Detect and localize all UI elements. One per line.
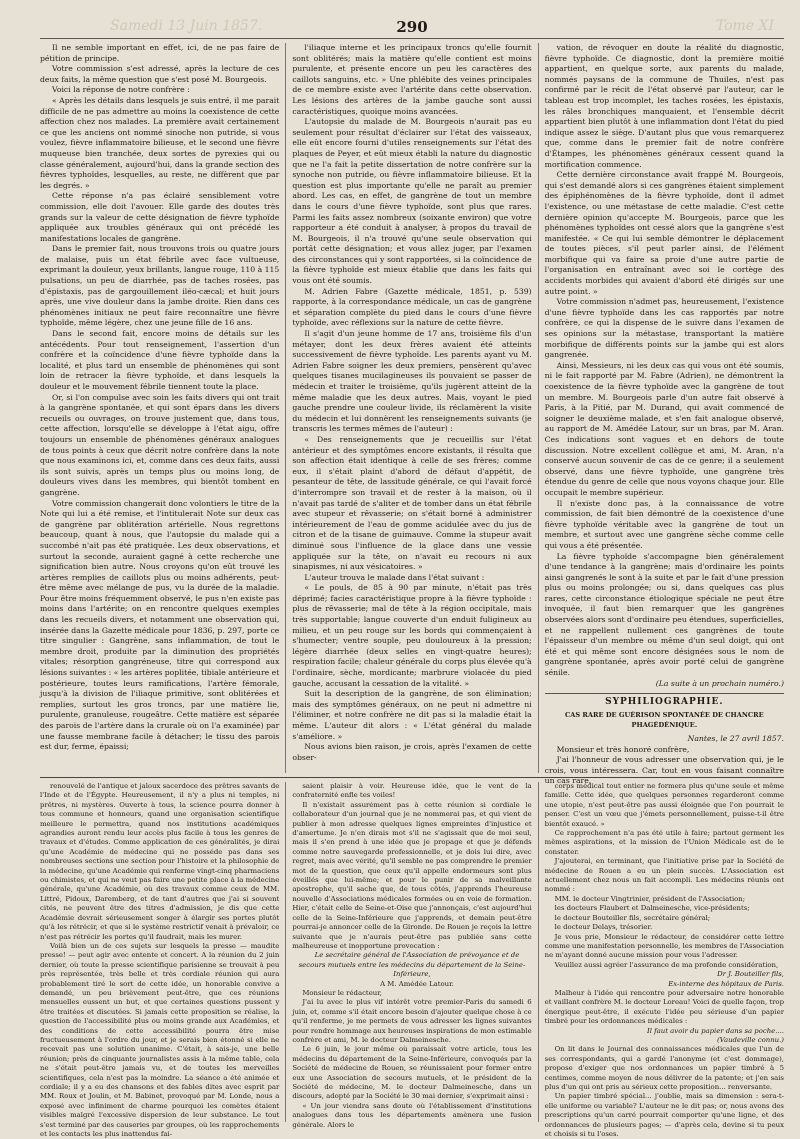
paragraph: Il n'existait assurément pas à cette réunion si cordiale le collaborateur d'un journal que je ne nommerai pas, et qui vient de publier à mon adresse quelques lignes empreintes d'injustice et d'amertume. Je n'en dirais mot s'il ne s'agissait que de moi seul, mais il s'en prend à une idée que je propage et que je défends comme notre sauvegarde professionnelle, et je dois lui dire, avec regret, mais avec vérité, qu'il semble ne pas comprendre le premier mot de la question, que ceux qu'il appelle endormeurs sont plus éveillés que lui-même; et pour le punir de sa malveillante apostrophe, qu'il sache que, de tous côtés, j'apprends l'heureuse nouvelle d'Associations médicales formées ou en voie de formation. Hier, c'était celle de Seine-et-Oise que j'annonçais, c'est aujourd'hui celle de la Seine-Inférieure que j'apprends, et demain peut-être pourrai-je annoncer celle de la Gironde. De Rouen je reçois la lettre suivante que je n'aurais peut-être pas publiée sans cette malheureuse et inopportune provocation : <box>292 800 532 950</box>
column-rule <box>285 782 286 1122</box>
paragraph: La fièvre typhoïde s'accompagne bien généralement d'une tendance à la gangrène; mais d'ordinaire les points ainsi gangrenés le sont à la suite et par le fait d'une pression plus ou moins prolongée; ou si, dans quelques cas plus rares, cette circonstance étiologique spéciale ne peut être invoquée, il faut bien remarquer que les gangrènes observées alors sont d'ordinaire peu étendues, superficielles, et ne rappellent nullement ces gangrènes de toute l'épaisseur d'un membre ou même d'un seul doigt, qui ont été et qui même sont encore désignées sous le nom de gangrène spontanée, après avoir porté celui de gangrène sénile. <box>544 551 784 678</box>
paragraph: Veuillez aussi agréer l'assurance de ma profonde considération, <box>554 960 779 969</box>
paragraph: corps médical tout entier ne formera plus qu'une seule et même famille. Cette idée, que quelques personnes regarderont comme une utopie, n'est peut-être pas aussi éloignée que l'on pourrait le penser. C'est un vœu que j'émets personnellement, puisse-t-il être bientôt exaucé. » <box>544 782 784 828</box>
article-subheading: CAS RARE DE GUÉRISON SPONTANÉE DE CHANCRE PHAGÉDÉNIQUE. <box>565 710 764 730</box>
paragraph: J'ai l'honneur de vous adresser une observation qui, je le crois, vous intéressera. Car, tout en vous faisant connaître un cas rare, <box>544 755 784 786</box>
paragraph: Le 6 juin, le jour même où paraissait votre article, tous les médecins du département de la Seine-Inférieure, convoqués par la Société de médecine de Rouen, se réunissaient pour former entre eux une Association de secours mutuels, et le président de la Société de médecine, M. le docteur Dalmeinesche, dans un discours, adopté par la Société le 30 mai dernier, s'exprimait ainsi : <box>292 1045 532 1101</box>
paragraph: Il s'agit d'un jeune homme de 17 ans, troisième fils d'un métayer, dont les deux frères avaient été atteints successivement de fièvre typhoïde. Les parents ayant vu M. Adrien Fabre soigner les deux premiers, pensèrent qu'avec quelques tisanes mucilagineuses ils pouvaient se passer de médecin et traiter le troisième, qu'ils jugèrent atteint de la même maladie que les deux autres. Mais, voyant le pied gauche prendre une couleur livide, ils réclamèrent la visite du médecin et lui donnèrent les renseignements suivants (je transcris les termes mêmes de l'auteur) : <box>292 329 532 434</box>
paragraph: Cette réponse n'a pas éclairé sensiblement votre commission, elle doit l'avouer. Elle garde des doutes très grands sur la valeur de cette désignation de fièvre typhoïde appliquée aux troubles généraux qui ont précédé les manifestations locales de gangrène. <box>40 191 280 243</box>
continuation-note: (La suite à un prochain numéro.) <box>655 678 784 688</box>
feuilleton-section <box>40 782 784 1139</box>
column-rule <box>538 782 539 1122</box>
page-header <box>40 18 784 39</box>
paragraph: Votre commission s'est adressé, après la lecture de ces deux faits, la même question que s'est posé M. Bourgeois. <box>40 64 280 84</box>
list-item: le docteur Bouteiller fils, secrétaire général; <box>554 913 711 922</box>
paragraph: Suit la description de la gangrène, de son élimination; mais des symptômes généraux, on ne peut ni admettre ni l'éliminer, et notre confrère ne dit pas si la maladie était la même. L'auteur dit alors : « L'état général du malade s'améliore. » <box>292 689 532 741</box>
paragraph: Il ne semble important en effet, ici, de ne pas faire de pétition de principe. <box>40 43 280 63</box>
paragraph: Voici la réponse de notre confrère : <box>52 85 190 95</box>
paragraph: vation, de révoquer en doute la réalité du diagnostic, fièvre typhoïde. Ce diagnostic, dont la première moitié appartient, en quelque sorte, aux parents du malade, nommés paysans de la commune de Thuiles, n'est pas confirmé par le récit de l'état observé par l'auteur, car le tableau est trop incomplet, les taches rosées, les épistaxis, les râles bronchiques manquaient, et l'ensemble décrit appartient bien plutôt à une inflammation dont l'état du pied indique assez le siège. D'autant plus que vous remarquerez que, comme dans le premier fait de notre confrère d'Étampes, les phénomènes généraux cessent quand la mortification commence. <box>544 43 784 169</box>
paragraph: L'auteur trouva le malade dans l'état suivant : <box>304 572 485 582</box>
paragraph: Ainsi, Messieurs, ni les deux cas qui vous ont été soumis, ni le fait rapporté par M. Fabre (Adrien), ne démontrent la coexistence de la fièvre typhoïde avec la gangrène de tout un membre. M. Bourgeois parle d'un autre fait observé à Paris, à la Pitié, par M. Durand, qui avait commencé de soigner le deuxième malade, et s'en fait analogue observé, au rapport de M. Amédée Latour, sur un bras, par M. Aran. Ces indications sont vagues et en dehors de toute discussion. Notre excellent collègue et ami, M. Aran, n'a conservé aucun souvenir de cas de ce genre; il a seulement observé, dans une fièvre typhoïde, une gangrène très étendue du genre de celle que nous voyons chaque jour. Elle occupait le membre supérieur. <box>544 360 784 497</box>
salutation: Monsieur et très honoré confrère, <box>556 744 690 754</box>
paragraph: Nous avions bien raison, je crois, après l'examen de cette obser- <box>292 742 532 762</box>
signature-title: Ex-interne des hôpitaux de Paris. <box>668 979 784 988</box>
upper-column-2 <box>292 43 531 773</box>
paragraph: L'autopsie du malade de M. Bourgeois n'aurait pas eu seulement pour résultat d'éclairer sur l'état des vaisseaux, elle eût encore fourni d'utiles renseignements sur l'état des plaques de Peyer, et eût mieux établi la nature du diagnostic que ne l'a fait la petite dissertation de notre confrère sur la synoche non putride, ou fièvre inflammatoire bilieuse. Et la question est plus importante qu'elle ne paraît au premier abord. Les cas, en effet, de gangrène de tout un membre dans le cours d'une fièvre typhoïde, sont plus que rares. Parmi les faits assez nombreux (soixante environ) que votre rapporteur a été conduit à analyser, à propos du travail de M. Bourgeois, il n'a trouvé qu'une seule observation qui portât cette désignation; et vous allez juger, par l'examen des circonstances qui y sont rapportées, si la coïncidence de la fièvre typhoïde est mieux établie que dans les faits qui vous ont été soumis. <box>292 117 532 286</box>
paragraph: l'iliaque interne et les principaux troncs qu'elle fournit sont oblitérés; mais la matière qu'elle contient est moins purulente, et présente encore un peu les caractères des caillots sanguins, etc. » Une phlébite des veines principales de ce membre existe avec l'artérite dans cette observation. Les lésions des artères de la jambe gauche sont aussi caractéristiques, quoique moins avancées. <box>292 43 532 116</box>
epigraph: Il faut avoir du papier dans sa poche.... <box>647 1026 784 1035</box>
paragraph: Ce rapprochement n'a pas été utile à faire; partout germent les mêmes aspirations, et la mission de l'Union Médicale est de le constater. <box>544 829 784 856</box>
column-rule <box>538 43 539 773</box>
paragraph: J'ai lu avec le plus vif intérêt votre premier-Paris du samedi 6 juin, et, comme s'il était encore besoin d'ajouter quelque chose à ce qu'il renferme, je me permets de vous adresser les lignes suivantes pour rendre hommage aux heureuses inspirations de mon estimable confrère et ami, M. le docteur Dalmeinesche. <box>292 998 532 1044</box>
paragraph: Il n'existe donc pas, à la connaissance de votre commission, de fait bien démontré de la coexistence d'une fièvre typhoïde véritable avec la gangrène de tout un membre, et surtout avec une gangrène sèche comme celle qui vous a été présentée. <box>544 498 784 550</box>
paragraph: Un papier timbré spécial... j'oublie, mais sa dimension : sera-t-elle uniforme ou variable? L'auteur ne le dit pas; or, nous avons des prescriptions qu'un carré pourrait comporter qu'une ligne, et des ordonnances de plusieurs pages; — d'après cela, devine si tu peux et choisis si tu l'oses. <box>544 1092 784 1139</box>
paragraph: Cette dernière circonstance avait frappé M. Bourgeois, qui s'est demandé alors si ces gangrènes étaient simplement des épiphénomènes de la fièvre typhoïde, dont il admet l'existence, ou une métastase de cette maladie. C'est cette dernière opinion qu'accepte M. Bourgeois, parce que les phénomènes typhoïdes ont cessé alors que la gangrène s'est manifestée. « Ce qui lui semble démontrer le déplacement de toutes pièces, s'il peut parler ainsi, de l'élément morbifique qui va faire sa proie d'une autre partie de l'organisation en entraînant avec soi le cortège des accidents morbides qui avaient d'abord été dirigés sur une autre point. » <box>544 170 784 296</box>
paragraph: M. Adrien Fabre (Gazette médicale, 1851, p. 539) rapporte, à la correspondance médicale, un cas de gangrène et séparation complète du pied dans le cours d'une fièvre typhoïde, avec réflexions sur la nature de cette fièvre. <box>292 286 532 328</box>
letter-addressee: A M. Amédée Latour. <box>380 979 454 988</box>
lower-column-2 <box>292 782 532 1129</box>
upper-section <box>40 43 784 786</box>
epigraph-source: (Vaudeville connu.) <box>716 1035 784 1044</box>
paragraph: On lit dans le Journal des connaissances médicales que l'un de ses correspondants, qui a gardé l'anonyme (et c'est dommage), propose d'exiger que nos ordonnances un papier timbré à 5 centimes, comme moyen de nous délivrer de la patente; et j'en sais plus d'un qui ont pris au sérieux cette proposition... renversante. <box>544 1045 784 1091</box>
paragraph: « Des renseignements que je recueillis sur l'état antérieur et des symptômes encore existants, il résulta que son affection était identique à celle de ses frères; comme eux, il s'était plaint d'abord de défaut d'appétit, de pesanteur de tête, de lassitude générale, ce qui l'avait forcé d'interrompre son travail et de rester à la maison, où il n'avait pas tardé de s'aliter et de tomber dans un état fébrile avec stupeur et rêvasserie; on s'était borné à administrer intérieurement de l'eau de gomme acidulée avec du jus de citron et de la tisane de guimauve. Comme la stupeur avait diminué sous l'influence de la glace dans une vessie appliquée sur la tête, on n'avait eu recours ni aux sinapismes, ni aux vésicatoires. » <box>292 434 532 572</box>
upper-column-1 <box>40 43 279 773</box>
column-rule <box>285 43 286 773</box>
upper-column-3 <box>544 43 784 786</box>
paragraph: renouvelé de l'antique et jaloux sacerdoce des prêtres savants de l'Inde et de l'Égypte. Heureusement, il n'y a plus ni temples, ni prêtres, ni mystères. Ouverte à tous, la science pourra donner à tous commune et honneurs, quand une organisation scientifique meilleure le permettra, quand nos institutions académiques agrandies auront rendu leur accès plus facile à tous les genres de travaux et d'études. Comme application de ces généralités, je dirai qu'une Académie de médecine qui ne posséde pas dans ses nombreuses sections une section pour l'histoire et la philosophie de la médecine, qu'une Académie qui renferme vingt-cinq pharmaciens ou chimistes, et qui ne veut pas faire une petite place à la médecine générale, qu'une Académie, où des travaux comme ceux de MM. Littré, Pidoux, Daremberg, et de tant d'autres que j'ai si souvent cités, ne peuvent être des titres d'admission, je dis que cette Académie devrait sérieusement songer à élargir ses portes plutôt qu'à les rétrécir, et que si le système restrictif venait à prévaloir, ce n'est pas rétrécir les portes qu'il faudrait, mais les murer. <box>40 782 280 941</box>
paragraph: J'ajouterai, en terminant, que l'initiative prise par la Société de médecine de Rouen a eu un plein succès. L'Association est actuellement chez nous un fait accompli. Les médecins réunis ont nommé : <box>544 857 784 894</box>
lower-column-3 <box>544 782 784 1139</box>
paragraph: « Un jour viendra sans doute où l'établissement d'institutions analogues dans tous les départements amènera une fusion générale. Alors le <box>292 1101 532 1129</box>
list-item: le docteur Delays, trésorier. <box>554 923 653 932</box>
paragraph: saient plaisir à voir. Heureuse idée, que le vent de la confraternité enfle tes voiles! <box>292 782 532 800</box>
paragraph: Dans le second fait, encore moins de détails sur les antécédents. Pour tout renseignement, l'assertion d'un confrère et la coïncidence d'une fièvre typhoïde dans la localité, et plus tard un ensemble de phénomènes qui sont loin de retracer la fièvre typhoïde, et dans lesquels la douleur et le mouvement fébrile tiennent toute la place. <box>40 329 280 391</box>
letter-header: Le secrétaire général de l'Association de prévoyance et de secours mutuels entre les médecins du département de la Seine-Inférieure, <box>298 951 526 979</box>
list-item: les docteurs Flaubert et Dalmeinesche, vice-présidents; <box>554 904 750 913</box>
salutation: Monsieur le rédacteur, <box>302 988 382 997</box>
paragraph: Voilà bien un de ces sujets sur lesquels la presse — maudite presse! — peut agir avec entente et concert. A la réunion du 2 juin dernier, où toute la presse scientifique parisienne se trouvait à peu près représentée, très belle et très cordiale réunion qui aura probablement tiré le sort de cette idée, un honorable convive a demandé, un peu brièvement peut-être, que ces réunions mensuelles eussent un but, et que certaines questions pussent y être traitées et discutées. Si jamais cette proposition se réalise, la question de l'accessibilité plus ou moins grande aux Académies, et des conditions de cette accessibilité pourra être mise fructueusement à l'ordre du jour, et je serais bien étonné si elle ne recevait pas une solution unanime. C'était, à sais-je, une belle réunion; près de cinquante journalistes assis à la même table, cela ne s'était peut-être jamais vu, et de toutes les merveilles scientifiques, cela n'est pas la moindre. La séance a été animée et cordiale; il y a eu des chansons et des fables dites avec esprit par MM. Roux et Joulin, et M. Babinet, provoqué par M. Londe, nous a exposé avec infiniment de charme pourquoi les comètes étaient visibles malgré l'excessive dispersion de leur substance. Le tout s'est terminé par des causeries par groupes, où les rapprochements et les contacts les plus inattendus fai- <box>40 941 280 1139</box>
paragraph: « Le pouls, de 85 à 90 par minute, n'était pas très déprimé; facies caractéristique propre à la fièvre typhoïde : plus de rêvasserie; mal de tête à la région occipitale, mais très supportable; langue couverte d'un enduit fuligineux au milieu, et un peu rouge sur les bords qui commençaient à s'humecter; ventre souple, peu douloureux à la pression; légère diarrhée (deux selles en vingt-quatre heures); respiration facile; chaleur générale du corps plus élevée qu'à l'ordinaire, sèche, mordicante; marbrure violacée du pied gauche, accusant la cessation de la vitalité. » <box>292 583 532 688</box>
paragraph: Or, si l'on compulse avec soin les faits divers qui ont trait à la gangrène spontanée, et qui sont épars dans les divers recueils ou ouvrages, on trouve justement que, dans tous, cette affection, lorsqu'elle se développe à l'état aigu, offre toujours un ensemble de phénomènes généraux analogues de tous points à ceux que décrit notre confrère dans la note que nous examinons ici, et, comme dans ces deux faits, aussi ils sont suivis, après un temps plus ou moins long, de douleurs vives dans les membres, qui bientôt tombent en gangrène. <box>40 392 280 497</box>
paragraph: « Après les détails dans lesquels je suis entré, il me parait difficile de ne pas admettre au moins la coexistence de cette affection chez nos malades. La première avait certainement ce que les anciens ont nommé sinoche non putride, si vous voulez, fièvre inflammatoire bilieuse, et le second une fièvre muqueuse bien tranchée, deux sortes de pyrexies qui ou classe généralement, aujourd'hui, dans la grande section des fièvres typhoïdes, lesquelles, au reste, ne diffèrent que par les degrés. » <box>40 95 280 190</box>
lower-column-1 <box>40 782 280 1139</box>
bleed-through-date: Samedi 13 Juin 1857. <box>110 18 263 34</box>
paragraph: Votre commission n'admet pas, heureusement, l'existence d'une fièvre typhoïde dans les cas rapportés par notre confrère, ce qui la dispense de le suivre dans l'examen de ses opinions sur la métastase, transportant la matière morbifique de différents points sur la jambe qui est alors gangrenée. <box>544 297 784 360</box>
paragraph: Dans le premier fait, nous trouvons trois ou quatre jours de malaise, puis un état fébrile avec face vultueuse, exprimant la douleur, yeux brillants, langue rouge, 110 à 115 pulsations, un peu de diarrhée, pas de taches rosées, pas d'épistaxis, pas de gargouillement iléo-cæcal; et huit jours après, une vive douleur dans la jambe droite. Rien dans ces phénomènes initiaux ne peut faire reconnaître une fièvre typhoïde, même légère, chez une jeune fille de 16 ans. <box>40 244 280 328</box>
dateline: Nantes, le 27 avril 1857. <box>687 734 784 743</box>
section-heading-syphiliographie: SYPHILIOGRAPHIE. <box>545 693 784 708</box>
signature-name: Dr J. Bouteiller fils, <box>717 970 784 979</box>
list-item: MM. le docteur Vingtrinier, président de l'Association; <box>554 894 746 903</box>
bleed-through-volume: Tome XI <box>715 18 774 34</box>
paragraph: Je vous prie, Monsieur le rédacteur, de considérer cette lettre comme une manifestation personnelle, les membres de l'Association ne m'ayant donné aucune mission pour vous l'adresser. <box>544 932 784 960</box>
paragraph: Votre commission changerait donc volontiers le titre de la Note qui lui a été remise, et l'intitulerait Note sur deux cas de gangrène par oblitération artérielle. Nous regrettons beaucoup, quant à nous, que l'autopsie du malade qui a succombé n'ait pas été pratiquée. Les deux observations, et surtout la seconde, auraient gagné à cette recherche une signification bien autre. Nous croyons qu'on eût trouvé les artères remplies de caillots plus ou moins adhérents, peut-être même avec mélange de pus, vu la durée de la maladie. Pour être moins fréquemment observé, le pus n'en existe pas moins dans l'artérite; on en rencontre quelques exemples dans les recueils divers, et notamment une observation qui, insérée dans la Gazette médicale pour 1836, p. 297, porte ce titre singulier : Gangrène, sans inflammation, de tout le membre droit, produite par la diminution des propriétés vitales; résorption gangréneuse, titre qui correspond aux lésions suivantes : « les artères poplitée, tibiale antérieure et postérieure, toutes leurs ramifications, l'artère fémorale, jusqu'à la division de l'iliaque primitive, sont oblitérées et remplies, surtout les gros troncs, par une matière lie, purulente, granuleuse, rougeâtre. Cette matière est séparée des parois de l'artère dans la crurale où on l'a examinée) par une fausse membrane facile à détacher; le tissu des parois est dur, ferme, épaissi; <box>40 498 280 752</box>
paragraph: Malheur à l'idée qui rencontre pour adversaire notre honorable et vaillant confrère M. le docteur Loreau! Voici de quelle façon, trop énergique peut-être, il exécute l'idée peu sérieuse d'un papier timbré pour les ordonnances médicales : <box>544 988 784 1026</box>
page-number: 290 <box>396 18 428 36</box>
